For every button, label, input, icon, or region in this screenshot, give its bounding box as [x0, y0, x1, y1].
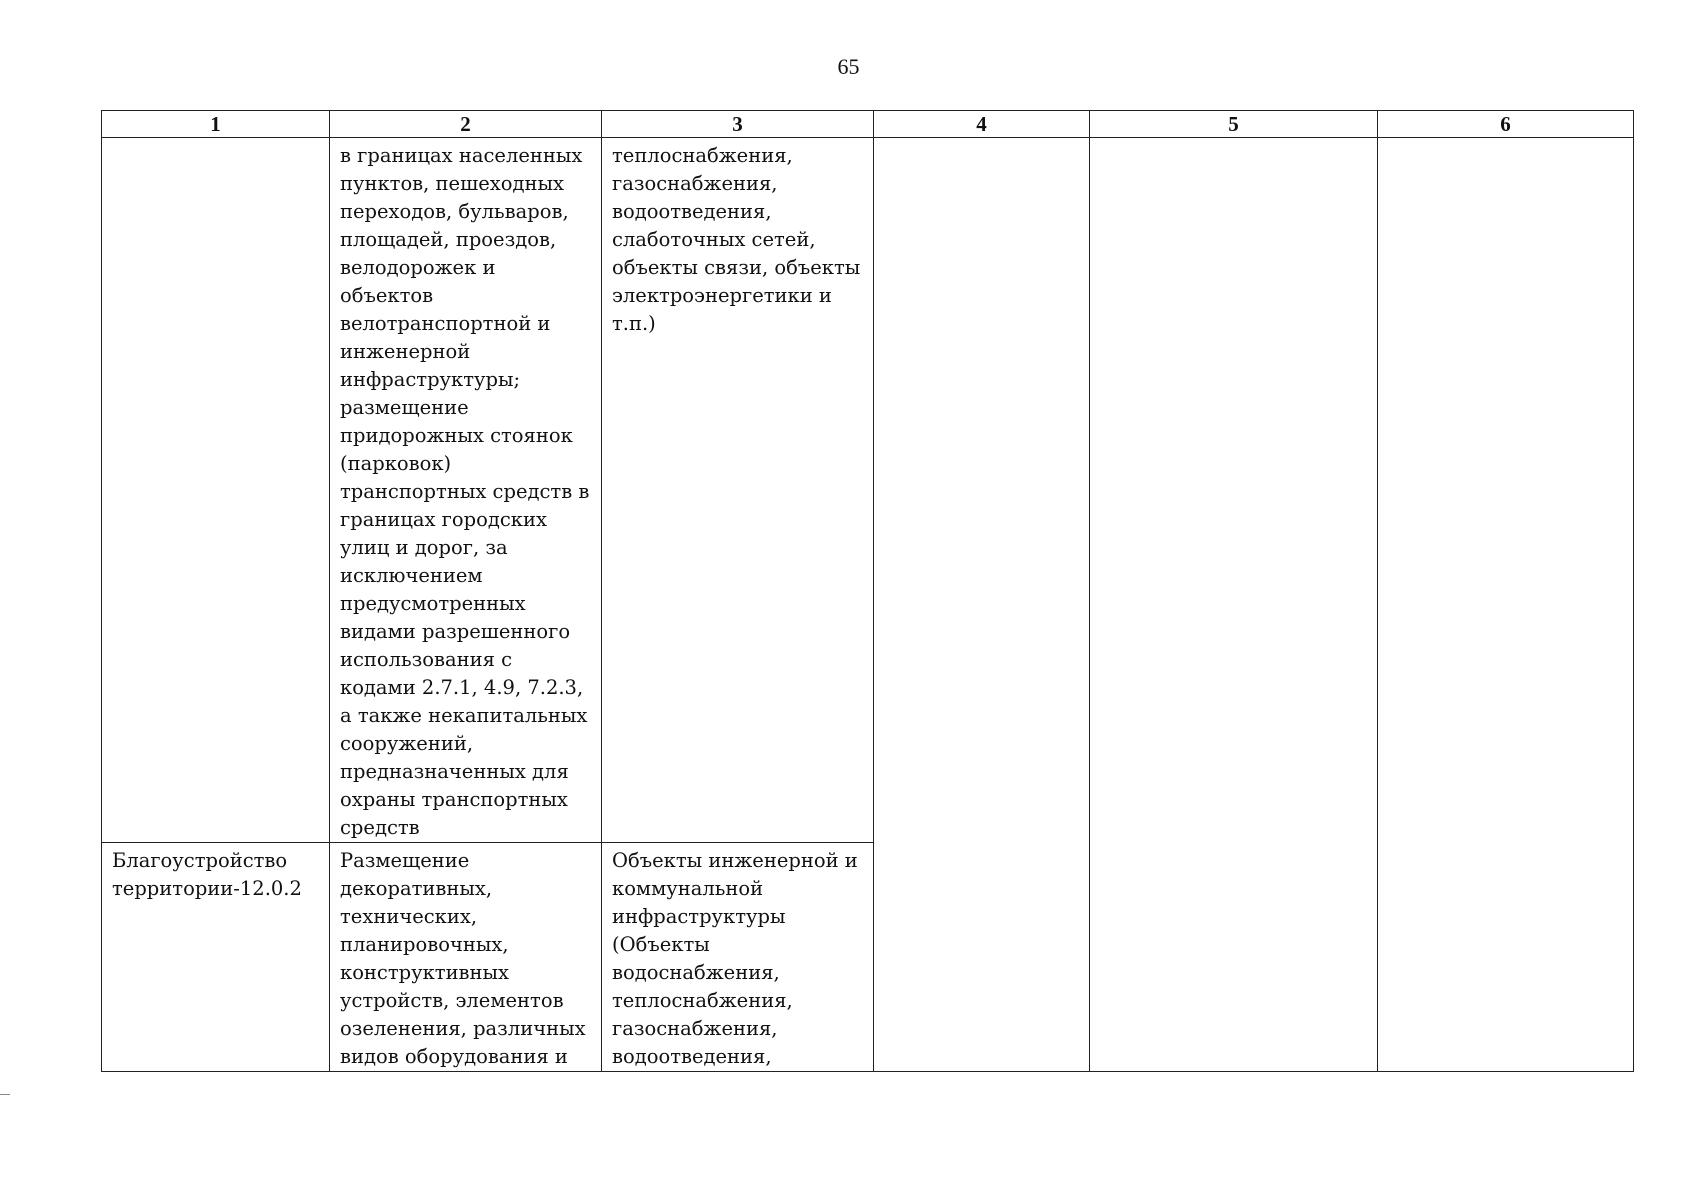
- cell-text: теплоснабжения, газоснабжения, водоотведения, слаботочных сетей, объекты связи, объекты электроэнергетики и т.п.): [612, 144, 861, 335]
- column-header-1: 1: [102, 111, 330, 138]
- regulations-table: [101, 110, 1634, 1072]
- cell-text: Благоустройство территории-12.0.2: [112, 849, 302, 900]
- cell-column-6: [1378, 138, 1634, 1072]
- column-header-6: 6: [1378, 111, 1634, 138]
- cell-column-5: [1090, 138, 1378, 1072]
- cell-text: в границах населенных пунктов, пешеходных переходов, бульваров, площадей, проездов, велодорожек и объектов велотранспортной и инженерной инфраструктуры; размещение придорожных стоянок (парковок) транспортных средств в границах городских улиц и дорог, за исключением предусмотренных видами разрешенного использования с кодами 2.7.1, 4.9, 7.2.3, а также некапитальных сооружений, предназначенных для охраны транспортных средств: [340, 144, 590, 839]
- cell-column-4: [874, 138, 1090, 1072]
- page-number: 65: [837, 54, 860, 79]
- cell-text: Размещение декоративных, технических, планировочных, конструктивных устройств, элементов озеленения, различных видов оборудования и: [340, 849, 586, 1068]
- cell-objects: [602, 843, 874, 1072]
- column-header-2: 2: [330, 111, 602, 138]
- cell-use-description: [330, 138, 602, 843]
- cell-use-description: [330, 843, 602, 1072]
- cell-objects: [602, 138, 874, 843]
- cell-use-type: [102, 138, 330, 843]
- cell-use-type: [102, 843, 330, 1072]
- column-header-5: 5: [1090, 111, 1378, 138]
- column-header-4: 4: [874, 111, 1090, 138]
- table-row: [102, 138, 1634, 843]
- cell-text: Объекты инженерной и коммунальной инфраструктуры (Объекты водоснабжения, теплоснабжения, газоснабжения, водоотведения,: [612, 849, 858, 1068]
- column-header-3: 3: [602, 111, 874, 138]
- table-header-row: [102, 111, 1634, 138]
- margin-mark: [0, 1094, 10, 1095]
